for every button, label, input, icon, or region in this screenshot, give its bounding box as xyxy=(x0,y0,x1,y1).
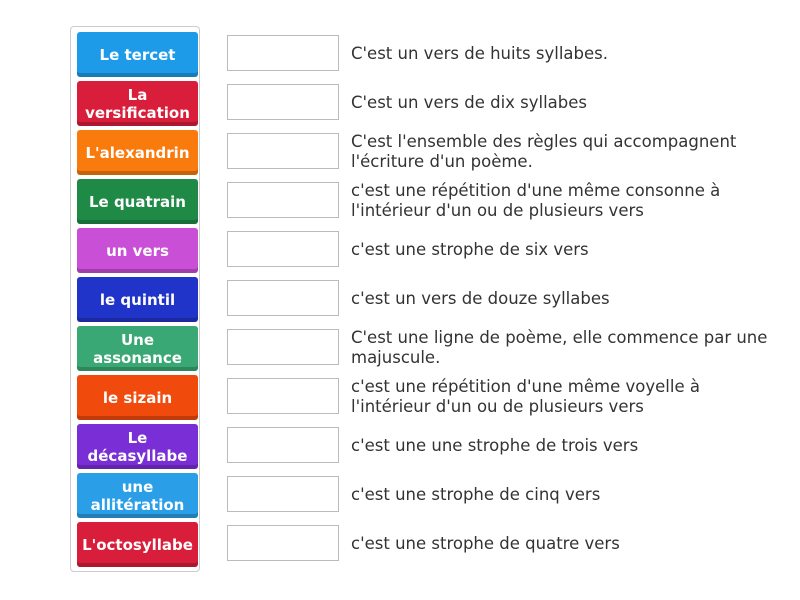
drop-box[interactable] xyxy=(227,84,339,120)
match-row xyxy=(227,374,787,419)
match-row xyxy=(227,423,787,468)
match-row xyxy=(227,80,787,125)
match-row xyxy=(227,472,787,517)
definition-text: c'est une strophe de quatre vers xyxy=(351,533,620,553)
draggable-tile[interactable]: Le décasyllabe xyxy=(77,424,198,469)
draggable-tile[interactable]: le quintil xyxy=(77,277,198,322)
draggable-tile[interactable]: le sizain xyxy=(77,375,198,420)
match-row xyxy=(227,129,787,174)
draggable-tile[interactable]: Une assonance xyxy=(77,326,198,371)
drop-box[interactable] xyxy=(227,280,339,316)
drop-box[interactable] xyxy=(227,427,339,463)
drop-box[interactable] xyxy=(227,525,339,561)
drop-box[interactable] xyxy=(227,476,339,512)
draggable-tile[interactable]: une allitération xyxy=(77,473,198,518)
match-row xyxy=(227,178,787,223)
draggable-tile[interactable]: un vers xyxy=(77,228,198,273)
drop-box[interactable] xyxy=(227,329,339,365)
draggable-tile[interactable]: Le tercet xyxy=(77,32,198,77)
draggable-tile[interactable]: L'alexandrin xyxy=(77,130,198,175)
tile-tray xyxy=(70,26,200,572)
drop-box[interactable] xyxy=(227,378,339,414)
definition-text: c'est un vers de douze syllabes xyxy=(351,288,610,308)
match-row xyxy=(227,276,787,321)
drop-box[interactable] xyxy=(227,35,339,71)
drop-box[interactable] xyxy=(227,133,339,169)
match-row xyxy=(227,325,787,370)
definition-text: c'est une strophe de cinq vers xyxy=(351,484,601,504)
match-row xyxy=(227,227,787,272)
match-row xyxy=(227,521,787,566)
definition-text: c'est une strophe de six vers xyxy=(351,239,589,259)
drop-box[interactable] xyxy=(227,231,339,267)
draggable-tile[interactable]: Le quatrain xyxy=(77,179,198,224)
definition-text: c'est une une strophe de trois vers xyxy=(351,435,639,455)
definition-text: c'est une répétition d'une même consonne à l'intérieur d'un ou de plusieurs vers xyxy=(351,180,721,220)
match-row xyxy=(227,31,787,76)
definition-text: c'est une répétition d'une même voyelle à l'intérieur d'un ou de plusieurs vers xyxy=(351,376,700,416)
draggable-tile[interactable]: La versification xyxy=(77,81,198,126)
definition-text: C'est une ligne de poème, elle commence par une majuscule. xyxy=(351,327,768,367)
definition-text: C'est un vers de dix syllabes xyxy=(351,92,588,112)
draggable-tile[interactable]: L'octosyllabe xyxy=(77,522,198,567)
drop-box[interactable] xyxy=(227,182,339,218)
definition-text: C'est l'ensemble des règles qui accompagnent l'écriture d'un poème. xyxy=(351,131,737,171)
definition-text: C'est un vers de huits syllabes. xyxy=(351,43,609,63)
